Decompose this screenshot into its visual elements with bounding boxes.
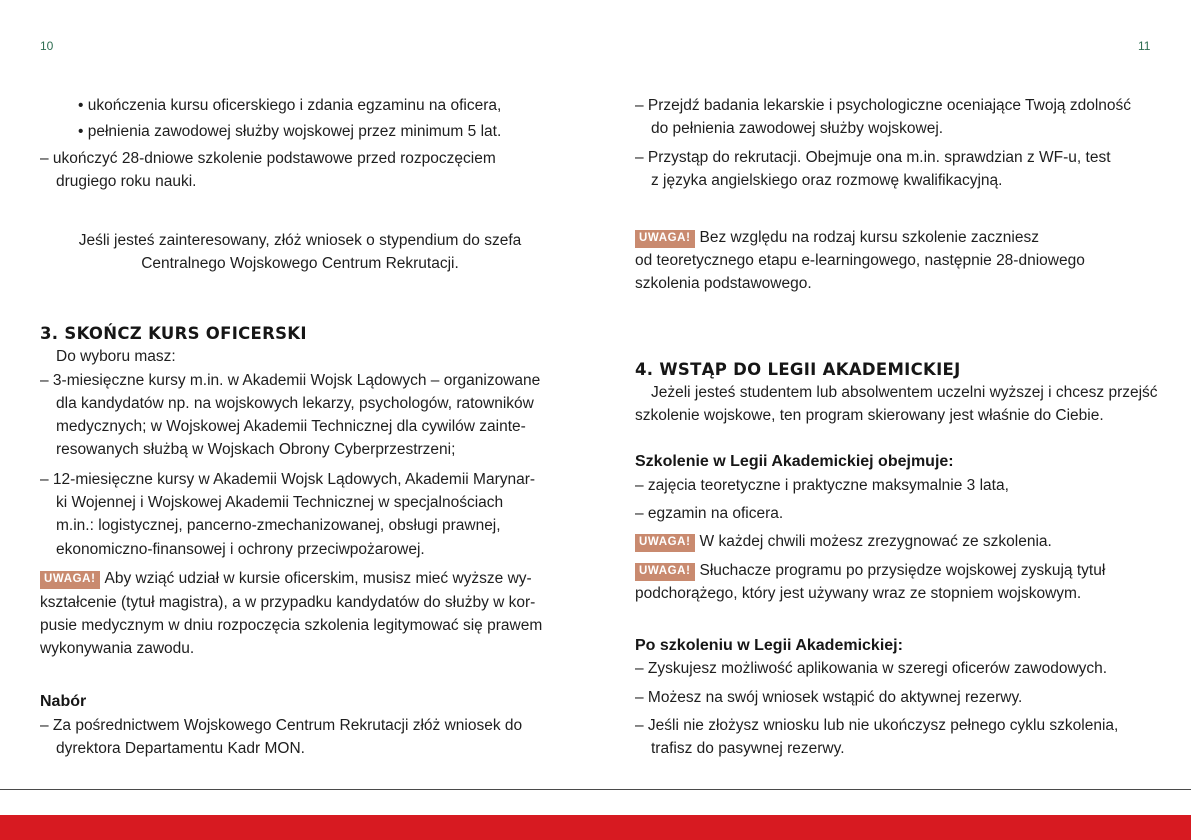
footer-red-band — [0, 815, 1191, 840]
list-item-cont: medycznych; w Wojskowej Akademii Technicznej dla cywilów zainte- — [56, 418, 526, 435]
warning-text: Bez względu na rodzaj kursu szkolenie zaczniesz — [699, 229, 1039, 246]
warning-note — [635, 226, 1039, 249]
bullet-item: • pełnienia zawodowej służby wojskowej przez minimum 5 lat. — [78, 123, 502, 140]
warning-text-cont: szkolenia podstawowego. — [635, 275, 812, 292]
warning-text: Aby wziąć udział w kursie oficerskim, musisz mieć wyższe wy- — [104, 570, 532, 587]
list-item: – ukończyć 28-dniowe szkolenie podstawowe przed rozpoczęciem — [40, 150, 496, 167]
list-item-cont: trafisz do pasywnej rezerwy. — [651, 740, 845, 757]
warning-note — [635, 530, 1052, 553]
info-paragraph: Jeśli jesteś zainteresowany, złóż wniosek o stypendium do szefa — [78, 232, 522, 249]
warning-text: Słuchacze programu po przysiędze wojskowej zyskują tytuł — [699, 562, 1106, 579]
warning-text-cont: od teoretycznego etapu e-learningowego, następnie 28-dniowego — [635, 252, 1085, 269]
warning-text: W każdej chwili możesz zrezygnować ze szkolenia. — [699, 533, 1052, 550]
list-item: – Jeśli nie złożysz wniosku lub nie ukończysz pełnego cyklu szkolenia, — [635, 717, 1119, 734]
list-item: – 3-miesięczne kursy m.in. w Akademii Wojsk Lądowych – organizowane — [40, 372, 541, 389]
warning-badge: UWAGA! — [635, 534, 695, 552]
warning-text-cont: wykonywania zawodu. — [40, 640, 195, 657]
list-item: – Za pośrednictwem Wojskowego Centrum Rekrutacji złóż wniosek do — [40, 717, 523, 734]
list-item: – zajęcia teoretyczne i praktyczne maksymalnie 3 lata, — [635, 477, 1009, 494]
warning-badge: UWAGA! — [40, 571, 100, 589]
page-number-right: 11 — [1138, 39, 1151, 53]
warning-badge: UWAGA! — [635, 563, 695, 581]
list-item: – Przejdź badania lekarskie i psychologiczne oceniające Twoją zdolność — [635, 97, 1131, 114]
warning-text-cont: pusie medycznym w dniu rozpoczęcia szkolenia legitymować się prawem — [40, 617, 543, 634]
warning-badge: UWAGA! — [635, 230, 695, 248]
list-item: – Przystąp do rekrutacji. Obejmuje ona m.in. sprawdzian z WF-u, test — [635, 149, 1111, 166]
list-item-cont: z języka angielskiego oraz rozmowę kwalifikacyjną. — [651, 172, 1003, 189]
list-item-cont: ki Wojennej i Wojskowej Akademii Technicznej w specjalnościach — [56, 494, 504, 511]
list-item: – Możesz na swój wniosek wstąpić do aktywnej rezerwy. — [635, 689, 1023, 706]
page-number-left: 10 — [40, 39, 54, 53]
section-intro: Do wyboru masz: — [56, 348, 176, 365]
subheading-nabor: Nabór — [40, 693, 87, 710]
subheading-after-training: Po szkoleniu w Legii Akademickiej: — [635, 637, 903, 654]
warning-text-cont: podchorążego, który jest używany wraz ze stopniem wojskowym. — [635, 585, 1082, 602]
list-item: – Zyskujesz możliwość aplikowania w szeregi oficerów zawodowych. — [635, 660, 1108, 677]
list-item-cont: resowanych służbą w Wojskach Obrony Cyberprzestrzeni; — [56, 441, 456, 458]
info-paragraph-cont: Centralnego Wojskowego Centrum Rekrutacji. — [141, 255, 459, 272]
warning-text-cont: kształcenie (tytuł magistra), a w przypadku kandydatów do służby w kor- — [40, 594, 536, 611]
section-paragraph: Jeżeli jesteś studentem lub absolwentem uczelni wyższej i chcesz przejść — [651, 384, 1158, 401]
list-item-cont: dla kandydatów np. na wojskowych lekarzy, psychologów, ratowników — [56, 395, 534, 412]
section-heading-3: 3. SKOŃCZ KURS OFICERSKI — [40, 324, 307, 343]
list-item-cont: ekonomiczno-finansowej i ochrony przeciwpożarowej. — [56, 541, 425, 558]
subheading-training: Szkolenie w Legii Akademickiej obejmuje: — [635, 453, 954, 470]
section-heading-4: 4. WSTĄP DO LEGII AKADEMICKIEJ — [635, 360, 961, 379]
list-item: – 12-miesięczne kursy w Akademii Wojsk Lądowych, Akademii Marynar- — [40, 471, 536, 488]
list-item-cont: do pełnienia zawodowej służby wojskowej. — [651, 120, 944, 137]
list-item-cont: drugiego roku nauki. — [56, 173, 197, 190]
warning-note — [40, 567, 532, 590]
warning-note — [635, 559, 1105, 582]
list-item-cont: dyrektora Departamentu Kadr MON. — [56, 740, 305, 757]
section-paragraph-cont: szkolenie wojskowe, ten program skierowany jest właśnie do Ciebie. — [635, 407, 1104, 424]
footer-divider — [0, 789, 1191, 790]
list-item-cont: m.in.: logistycznej, pancerno-zmechanizowanej, obsługi prawnej, — [56, 517, 501, 534]
list-item: – egzamin na oficera. — [635, 505, 784, 522]
bullet-item: • ukończenia kursu oficerskiego i zdania egzaminu na oficera, — [78, 97, 502, 114]
